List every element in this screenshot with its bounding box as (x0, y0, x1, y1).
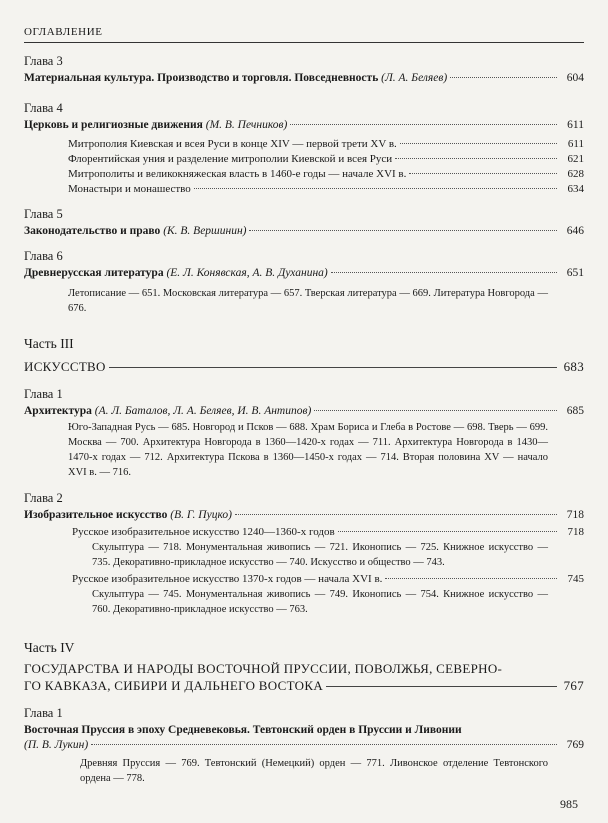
running-head: ОГЛАВЛЕНИЕ (24, 26, 103, 38)
leader-dots (314, 410, 557, 411)
leader-dots (400, 143, 557, 144)
chapter-title: Изобразительное искусство (24, 509, 168, 521)
part-3-chapter-1 (24, 387, 584, 480)
part-4 (24, 640, 584, 694)
subentry-title: Монастыри и монашество (68, 183, 191, 195)
part-title-entry[interactable] (24, 677, 584, 694)
leader-dots (385, 578, 557, 579)
toc-entry[interactable] (24, 71, 584, 86)
leader-dots (395, 158, 557, 159)
part-title-entry[interactable] (24, 358, 584, 375)
leader-dots (194, 188, 557, 189)
chapter-author: (К. В. Вершинин) (163, 225, 247, 237)
leader-dots (235, 514, 557, 515)
chapter-author: (П. В. Лукин) (24, 739, 89, 751)
chapter-label: Глава 1 (24, 706, 63, 720)
toc-subentry[interactable] (68, 167, 584, 182)
toc-entry[interactable] (24, 118, 584, 133)
chapter-6 (24, 249, 584, 316)
toc-subentry[interactable] (68, 152, 584, 167)
section-summary: Древняя Пруссия — 769. Тевтонский (Немецкий) орден — 771. Ливонское отделение Тевтонского ордена — 778. (80, 758, 548, 784)
leader-dots (249, 230, 557, 231)
part-4-chapter-1 (24, 706, 584, 786)
leader-line (109, 367, 557, 368)
page-ref: 611 (567, 119, 584, 131)
page-ref: 745 (567, 573, 584, 585)
chapter-author: (М. В. Печников) (205, 119, 288, 131)
page-ref: 611 (567, 138, 584, 150)
chapter-label: Глава 6 (24, 249, 63, 263)
chapter-3 (24, 54, 584, 86)
subentry-title: Митрополия Киевская и всея Руси в конце XIV — первой трети XV в. (68, 138, 397, 150)
chapter-title: Церковь и религиозные движения (24, 119, 203, 131)
part-label: Часть III (24, 336, 74, 351)
part-title-line-2: ГО КАВКАЗА, СИБИРИ И ДАЛЬНЕГО ВОСТОКА (24, 678, 324, 693)
part-3 (24, 336, 584, 375)
chapter-label: Глава 4 (24, 101, 63, 115)
leader-dots (290, 124, 557, 125)
page-ref: 646 (566, 225, 584, 237)
subentry-title: Русское изобразительное искусство 1240—1360-х годов (72, 526, 335, 538)
leader-dots (409, 173, 557, 174)
page-ref: 634 (567, 183, 584, 195)
page-ref: 621 (567, 153, 584, 165)
page-ref: 628 (567, 168, 584, 180)
leader-line (326, 686, 557, 687)
part-title-line-1: ГОСУДАРСТВА И НАРОДЫ ВОСТОЧНОЙ ПРУССИИ, ПОВОЛЖЬЯ, СЕВЕРНО- (24, 661, 503, 676)
page-ref: 685 (566, 405, 584, 417)
page-ref: 651 (566, 267, 584, 279)
part-label: Часть IV (24, 640, 75, 655)
leader-dots (331, 272, 557, 273)
chapter-label: Глава 3 (24, 54, 63, 68)
toc-subentry[interactable] (68, 137, 584, 152)
subentry-title: Флорентийская уния и разделение митрополии Киевской и всея Руси (68, 153, 393, 165)
chapter-label: Глава 2 (24, 491, 63, 505)
section-summary: Юго-Западная Русь — 685. Новгород и Псков — 688. Храм Бориса и Глеба в Ростове — 698. Тверь — 699. Москва — 700. Архитектура Новгорода в 1360—1420-х годах — 711. Архитектура Новгорода в 1430—1470-х годах — 712. Архитектура Пскова в 1360—1450-х годах — 714. Вторая половина XV — начало XVI в. — 716. (68, 422, 548, 478)
chapter-title: Материальная культура. Производство и торговля. Повседневность (24, 72, 379, 84)
toc-entry[interactable] (24, 266, 584, 281)
subentry-title: Русское изобразительное искусство 1370-х годов — начала XVI в. (72, 573, 383, 585)
page-ref: 767 (563, 678, 584, 693)
chapter-label: Глава 5 (24, 207, 63, 221)
part-title: ИСКУССТВО (24, 359, 106, 374)
page-ref: 718 (566, 509, 584, 521)
chapter-5 (24, 207, 584, 239)
page-ref: 718 (567, 526, 584, 538)
chapter-title: Архитектура (24, 405, 92, 417)
chapter-title: Законодательство и право (24, 225, 161, 237)
leader-dots (338, 531, 557, 532)
toc-entry[interactable] (24, 738, 584, 753)
page-ref: 769 (566, 739, 584, 751)
page-ref: 604 (566, 72, 584, 84)
toc-subentry[interactable] (72, 572, 584, 587)
toc-entry[interactable] (24, 404, 584, 419)
chapter-title: Восточная Пруссия в эпоху Средневековья. Тевтонский орден в Пруссии и Ливонии (24, 724, 462, 736)
section-summary: Скульптура — 745. Монументальная живопись — 749. Иконопись — 754. Книжное искусство — 760. Декоративно-прикладное искусство — 763. (92, 589, 548, 615)
chapter-author: (А. Л. Баталов, Л. А. Беляев, И. В. Антипов) (94, 405, 312, 417)
chapter-title: Древнерусская литература (24, 267, 164, 279)
page-number: 985 (560, 797, 578, 811)
chapter-author: (Л. А. Беляев) (381, 72, 448, 84)
toc-subentry[interactable] (72, 525, 584, 540)
leader-dots (91, 744, 557, 745)
part-3-chapter-2 (24, 491, 584, 617)
chapter-4 (24, 101, 584, 197)
toc-entry[interactable] (24, 224, 584, 239)
chapter-label: Глава 1 (24, 387, 63, 401)
chapter-author: (Е. Л. Конявская, А. В. Духанина) (166, 267, 328, 279)
section-summary: Летописание — 651. Московская литература — 657. Тверская литература — 669. Литература Новгорода — 676. (68, 288, 548, 314)
toc-entry[interactable] (24, 508, 584, 523)
chapter-author: (В. Г. Пуцко) (170, 509, 232, 521)
toc-subentry[interactable] (68, 182, 584, 197)
subentry-title: Митрополиты и великокняжеская власть в 1460-е годы — начале XVI в. (68, 168, 407, 180)
header-rule (24, 42, 584, 43)
page-ref: 683 (563, 359, 584, 374)
leader-dots (450, 77, 557, 78)
section-summary: Скульптура — 718. Монументальная живопись — 721. Иконопись — 725. Книжное искусство — 735. Декоративно-прикладное искусство — 740. Искусство и общество — 743. (92, 542, 548, 568)
